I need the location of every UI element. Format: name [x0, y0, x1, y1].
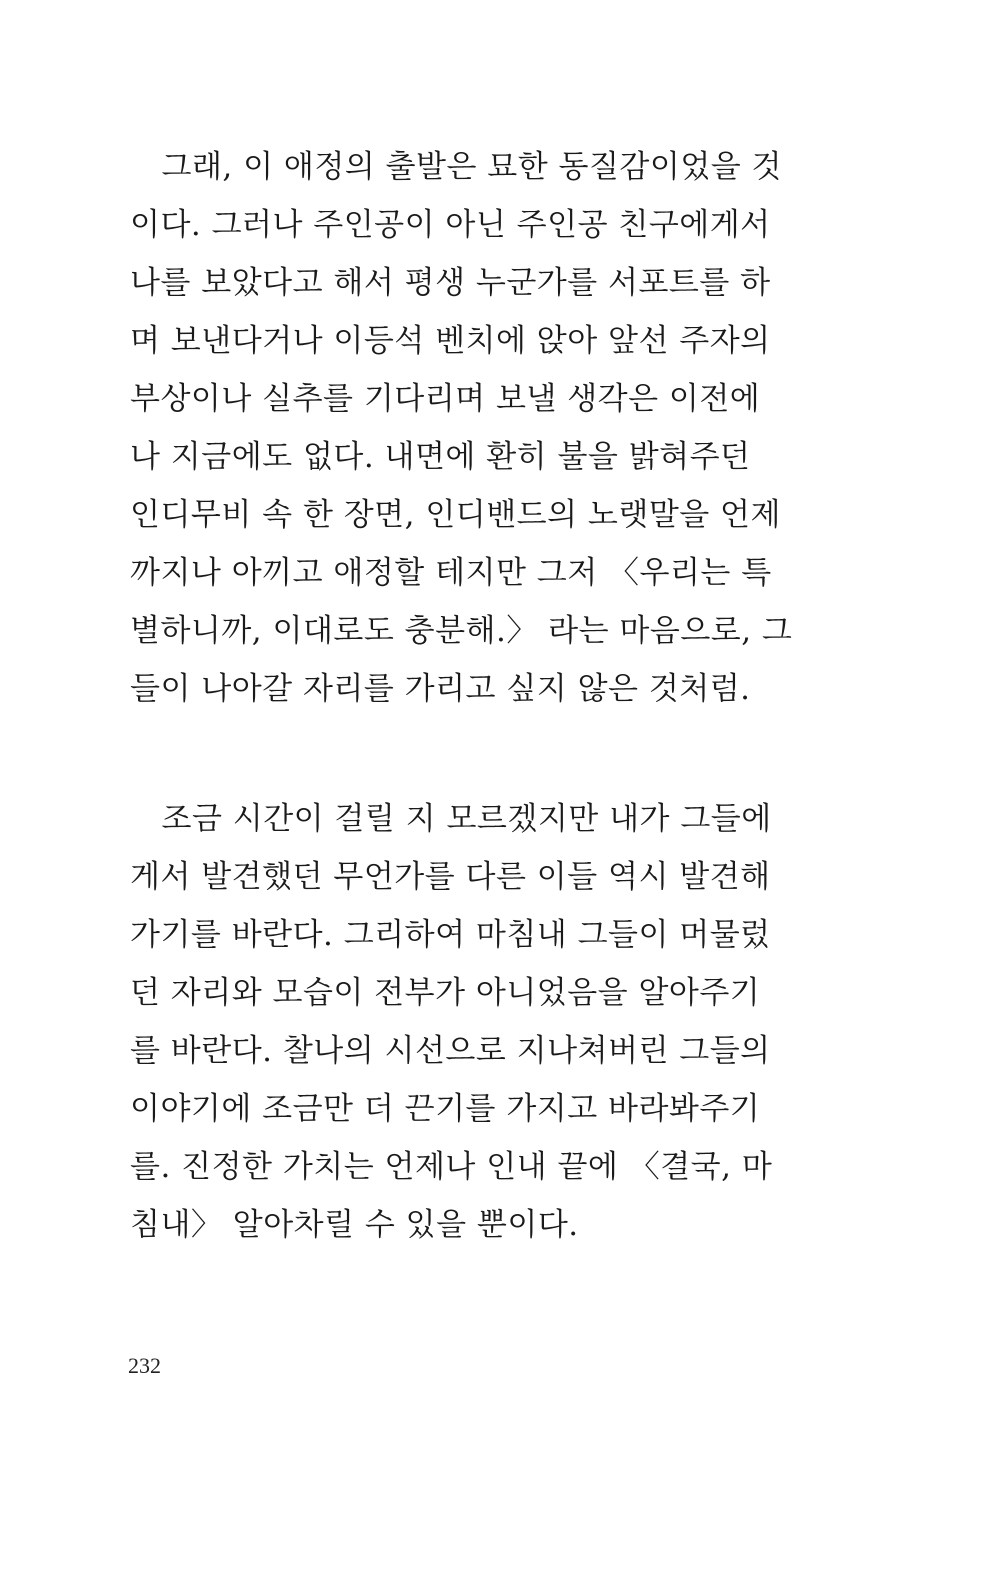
- text-line: 별하니까, 이대로도 충분해.〉 라는 마음으로, 그: [130, 613, 793, 649]
- paragraph-2: [130, 790, 773, 1254]
- text-line: 며 보낸다거나 이등석 벤치에 앉아 앞선 주자의: [130, 323, 771, 359]
- text-line: 들이 나아갈 자리를 가리고 싶지 않은 것처럼.: [130, 671, 751, 707]
- text-line: 나를 보았다고 해서 평생 누군가를 서포트를 하: [130, 265, 771, 301]
- text-line: 조금 시간이 걸릴 지 모르겠지만 내가 그들에: [130, 801, 772, 837]
- text-line: 를 바란다. 찰나의 시선으로 지나쳐버린 그들의: [130, 1033, 771, 1069]
- text-line: 가기를 바란다. 그리하여 마침내 그들이 머물렀: [130, 917, 771, 953]
- text-line: 그래, 이 애정의 출발은 묘한 동질감이었을 것: [130, 149, 783, 185]
- text-line: 이다. 그러나 주인공이 아닌 주인공 친구에게서: [130, 207, 771, 243]
- paragraph-1: [130, 138, 793, 718]
- text-line: 던 자리와 모습이 전부가 아니었음을 알아주기: [130, 975, 761, 1011]
- text-line: 나 지금에도 없다. 내면에 환히 불을 밝혀주던: [130, 439, 751, 475]
- text-line: 이야기에 조금만 더 끈기를 가지고 바라봐주기: [130, 1091, 761, 1127]
- page-number: 232: [128, 1353, 161, 1378]
- text-line: 침내〉 알아차릴 수 있을 뿐이다.: [130, 1207, 579, 1243]
- text-line: 까지나 아끼고 애정할 테지만 그저 〈우리는 특: [130, 555, 772, 591]
- text-line: 게서 발견했던 무언가를 다른 이들 역시 발견해: [130, 859, 771, 895]
- text-line: 부상이나 실추를 기다리며 보낼 생각은 이전에: [130, 381, 761, 417]
- text-line: 인디무비 속 한 장면, 인디밴드의 노랫말을 언제: [130, 497, 781, 533]
- text-line: 를. 진정한 가치는 언제나 인내 끝에 〈결국, 마: [130, 1149, 773, 1185]
